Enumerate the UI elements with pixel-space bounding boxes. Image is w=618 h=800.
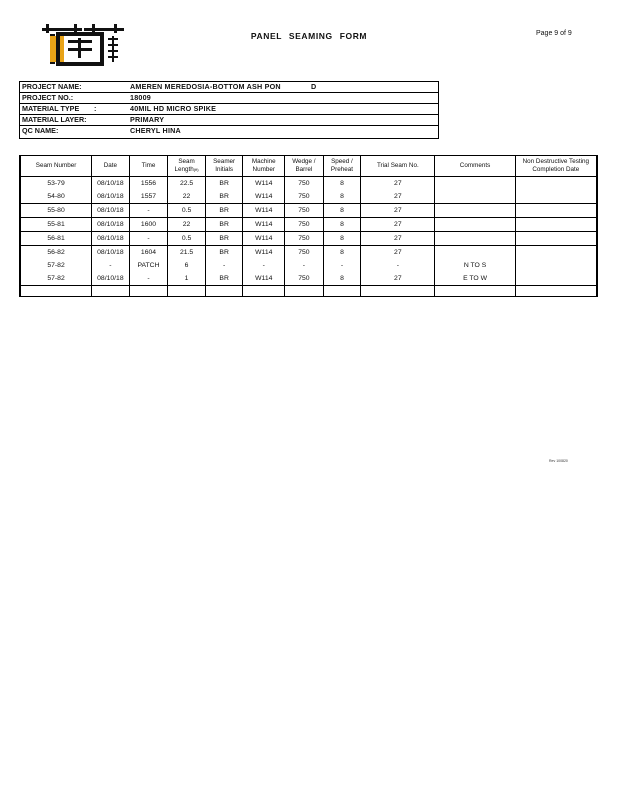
table-row [21, 259, 597, 272]
cell-time: 1557 [129, 190, 168, 204]
project-name-extra: D [311, 82, 317, 91]
cell-date: - [92, 259, 130, 272]
cell-date: 08/10/18 [92, 204, 130, 218]
cell-machine: - [243, 259, 285, 272]
material-type-colon: : [94, 104, 97, 113]
cell-trial: 27 [361, 232, 435, 246]
cell-seam: 55-81 [21, 218, 92, 232]
material-type-label: MATERIAL TYPE [22, 104, 80, 113]
col-time: Time [129, 156, 168, 177]
cell-wedge: 750 [285, 177, 324, 191]
cell-seam: 56-82 [21, 246, 92, 260]
cell-speed: 8 [323, 177, 361, 191]
cell-wedge: 750 [285, 190, 324, 204]
cell-seamer: BR [205, 218, 243, 232]
table-row [21, 204, 597, 218]
project-name-label: PROJECT NAME: [22, 82, 82, 91]
cell-machine: W114 [243, 232, 285, 246]
project-name-row [20, 82, 438, 93]
col-seamer-initials: Seamer Initials [205, 156, 243, 177]
cell-comments [435, 204, 515, 218]
cell-ndt [515, 190, 596, 204]
cell-length: 0.5 [168, 232, 206, 246]
cell-length: 21.5 [168, 246, 206, 260]
cell-seamer: BR [205, 204, 243, 218]
cell-time: 1600 [129, 218, 168, 232]
material-type-value: 40MIL HD MICRO SPIKE [130, 104, 217, 113]
cell-length: 22 [168, 190, 206, 204]
material-type-row [20, 104, 438, 115]
page-number: Page 9 of 9 [536, 30, 572, 37]
col-comments: Comments [435, 156, 515, 177]
cell-trial: - [361, 259, 435, 272]
qc-name-row [20, 126, 438, 136]
col-seam-length-label: Seam Length [174, 158, 195, 173]
cell-machine: W114 [243, 190, 285, 204]
cell-ndt [515, 246, 596, 260]
cell-trial: 27 [361, 272, 435, 286]
cell-wedge: 750 [285, 218, 324, 232]
cell-trial: 27 [361, 218, 435, 232]
cell-machine: W114 [243, 272, 285, 286]
cell-time: - [129, 232, 168, 246]
table-row [21, 246, 597, 260]
cell-seamer: BR [205, 272, 243, 286]
cell-date: 08/10/18 [92, 218, 130, 232]
cell-speed: 8 [323, 218, 361, 232]
material-layer-row [20, 115, 438, 126]
cell-trial: 27 [361, 204, 435, 218]
cell-comments: E TO W [435, 272, 515, 286]
cell-ndt [515, 272, 596, 286]
cell-wedge: 750 [285, 272, 324, 286]
table-header-row [21, 156, 597, 177]
table-row [21, 177, 597, 191]
cell-trial: 27 [361, 246, 435, 260]
cell-date: 08/10/18 [92, 190, 130, 204]
cell-wedge: 750 [285, 232, 324, 246]
cell-date: 08/10/18 [92, 246, 130, 260]
col-seam-number: Seam Number [21, 156, 92, 177]
cell-date: 08/10/18 [92, 232, 130, 246]
project-info-box [19, 81, 439, 139]
col-wedge-barrel: Wedge / Barrel [285, 156, 324, 177]
seam-table-container [19, 155, 598, 297]
cell-speed: 8 [323, 246, 361, 260]
cell-length: 22.5 [168, 177, 206, 191]
cell-seamer: BR [205, 232, 243, 246]
col-trial-seam: Trial Seam No. [361, 156, 435, 177]
col-machine-number: Machine Number [243, 156, 285, 177]
cell-speed: 8 [323, 272, 361, 286]
cell-machine: W114 [243, 218, 285, 232]
cell-length: 1 [168, 272, 206, 286]
cell-time: 1556 [129, 177, 168, 191]
cell-length: 0.5 [168, 204, 206, 218]
cell-comments [435, 218, 515, 232]
revision-note: Rev 100820 [549, 459, 568, 463]
cell-ndt [515, 232, 596, 246]
table-row [21, 218, 597, 232]
cell-date: 08/10/18 [92, 272, 130, 286]
cell-seamer: BR [205, 190, 243, 204]
cell-seamer: - [205, 259, 243, 272]
cell-time: - [129, 204, 168, 218]
project-name-value: AMEREN MEREDOSIA-BOTTOM ASH PON [130, 82, 281, 91]
cell-seam: 54-80 [21, 190, 92, 204]
cell-ndt [515, 218, 596, 232]
table-row [21, 272, 597, 286]
col-speed-preheat: Speed / Preheat [323, 156, 361, 177]
cell-machine: W114 [243, 177, 285, 191]
seam-table [20, 156, 597, 297]
cell-ndt [515, 177, 596, 191]
project-no-value: 18009 [130, 93, 151, 102]
cell-trial: 27 [361, 177, 435, 191]
qc-name-label: QC NAME: [22, 126, 59, 135]
table-row [21, 232, 597, 246]
project-no-row [20, 93, 438, 104]
cell-trial: 27 [361, 190, 435, 204]
table-row-empty [21, 286, 597, 297]
cell-length: 22 [168, 218, 206, 232]
cell-wedge: 750 [285, 246, 324, 260]
cell-seam: 57-82 [21, 272, 92, 286]
project-no-label: PROJECT NO.: [22, 93, 74, 102]
form-title: PANEL SEAMING FORM [250, 31, 368, 41]
cell-time: PATCH [129, 259, 168, 272]
cell-date: 08/10/18 [92, 177, 130, 191]
col-ndt-date: Non Destructive Testing Completion Date [515, 156, 596, 177]
cell-seam: 55-80 [21, 204, 92, 218]
cell-ndt [515, 204, 596, 218]
cell-seam: 57-82 [21, 259, 92, 272]
table-row [21, 190, 597, 204]
cell-length: 6 [168, 259, 206, 272]
cell-speed: 8 [323, 232, 361, 246]
cell-time: - [129, 272, 168, 286]
cell-comments [435, 177, 515, 191]
col-seam-length-unit: (ft) [193, 167, 199, 172]
cell-seamer: BR [205, 246, 243, 260]
cell-machine: W114 [243, 246, 285, 260]
cell-speed: 8 [323, 204, 361, 218]
cell-speed: 8 [323, 190, 361, 204]
material-layer-label: MATERIAL LAYER: [22, 115, 87, 124]
col-seam-length [168, 156, 206, 177]
cell-comments [435, 232, 515, 246]
material-layer-value: PRIMARY [130, 115, 165, 124]
cell-seamer: BR [205, 177, 243, 191]
cell-ndt [515, 259, 596, 272]
cell-speed: - [323, 259, 361, 272]
cell-comments: N TO S [435, 259, 515, 272]
col-date: Date [92, 156, 130, 177]
cell-seam: 53-79 [21, 177, 92, 191]
cell-wedge: - [285, 259, 324, 272]
cell-seam: 56-81 [21, 232, 92, 246]
cell-machine: W114 [243, 204, 285, 218]
cell-wedge: 750 [285, 204, 324, 218]
cell-time: 1604 [129, 246, 168, 260]
cell-comments [435, 190, 515, 204]
cell-comments [435, 246, 515, 260]
qc-name-value: CHERYL HINA [130, 126, 181, 135]
